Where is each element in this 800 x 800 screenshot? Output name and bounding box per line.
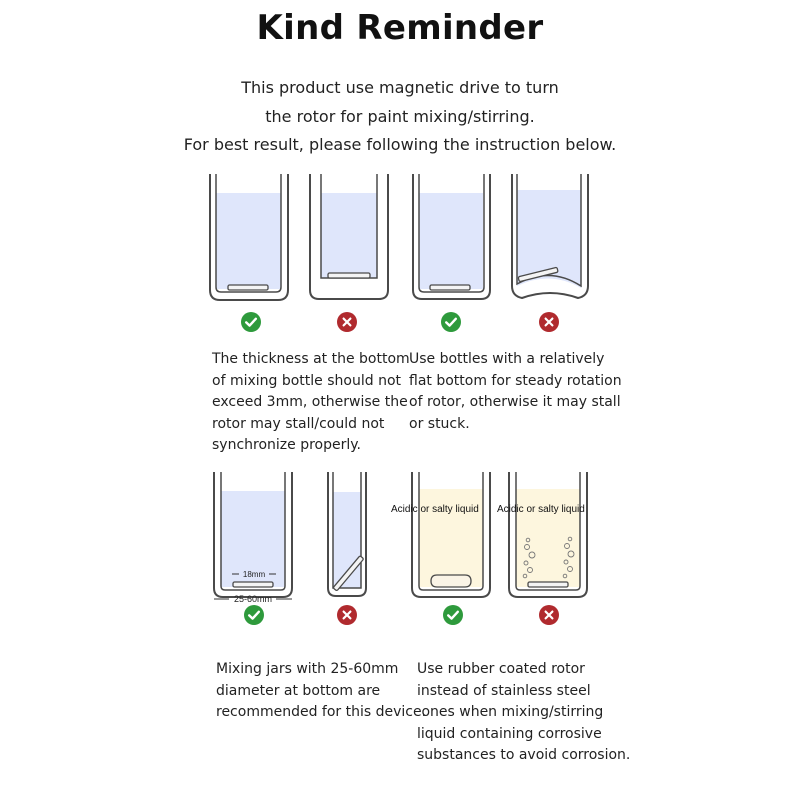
note-line: Use bottles with a relatively [409,351,605,367]
note-line: flat bottom for steady rotation [409,372,622,389]
note-line: Use rubber coated rotor [417,661,585,677]
cross-icon [337,312,357,332]
note-line: of mixing bottle should not [212,372,401,389]
bottle-thin-bottom [210,174,288,300]
note-line: exceed 3mm, otherwise the [212,394,408,410]
cross-icon [337,605,357,625]
note-line: substances to avoid corrosion. [417,747,631,763]
note-line: of rotor, otherwise it may stall [409,394,621,410]
check-icon [244,605,264,625]
note-line: Mixing jars with 25-60mm [216,661,399,677]
note-line: or stuck. [409,415,470,432]
note-line: diameter at bottom are [216,682,381,699]
liquid-label: Acidic or salty liquid [497,504,585,515]
check-icon [241,312,261,332]
jar-wide-dimensioned [214,472,292,599]
cross-icon [539,312,559,332]
outer-dimension-label: 25-60mm [233,594,273,604]
note-rubber-rotor [417,659,630,767]
bottle-domed-bottom [512,174,588,298]
note-line: rotor may stall/could not [212,415,385,432]
note-line: ones when mixing/stirring [417,704,604,720]
bottle-acidic-rubber-rotor [412,472,490,597]
bottle-thick-bottom [310,174,388,299]
note-line: The thickness at the bottom [212,351,410,367]
note-line: instead of stainless steel [417,682,591,699]
check-icon [443,605,463,625]
note-line: synchronize properly. [212,437,361,453]
liquid-label: Acidic or salty liquid [391,504,479,515]
note-bottom-thickness [212,349,410,457]
intro-line: This product use magnetic drive to turn [241,78,559,97]
intro-line: the rotor for paint mixing/stirring. [265,106,535,126]
note-line: recommended for this device. [216,704,427,720]
bottle-flat-bottom [413,174,490,299]
cross-icon [539,605,559,625]
note-flat-bottom [409,349,622,435]
note-jar-diameter [216,659,426,724]
inner-dimension-label: 18mm [242,570,266,579]
bottle-acidic-steel-rotor [509,472,587,597]
note-line: liquid containing corrosive [417,725,602,742]
page-title: Kind Reminder [256,8,544,48]
check-icon [441,312,461,332]
jar-narrow [328,472,366,596]
intro-line: For best result, please following the instruction below. [183,135,617,154]
